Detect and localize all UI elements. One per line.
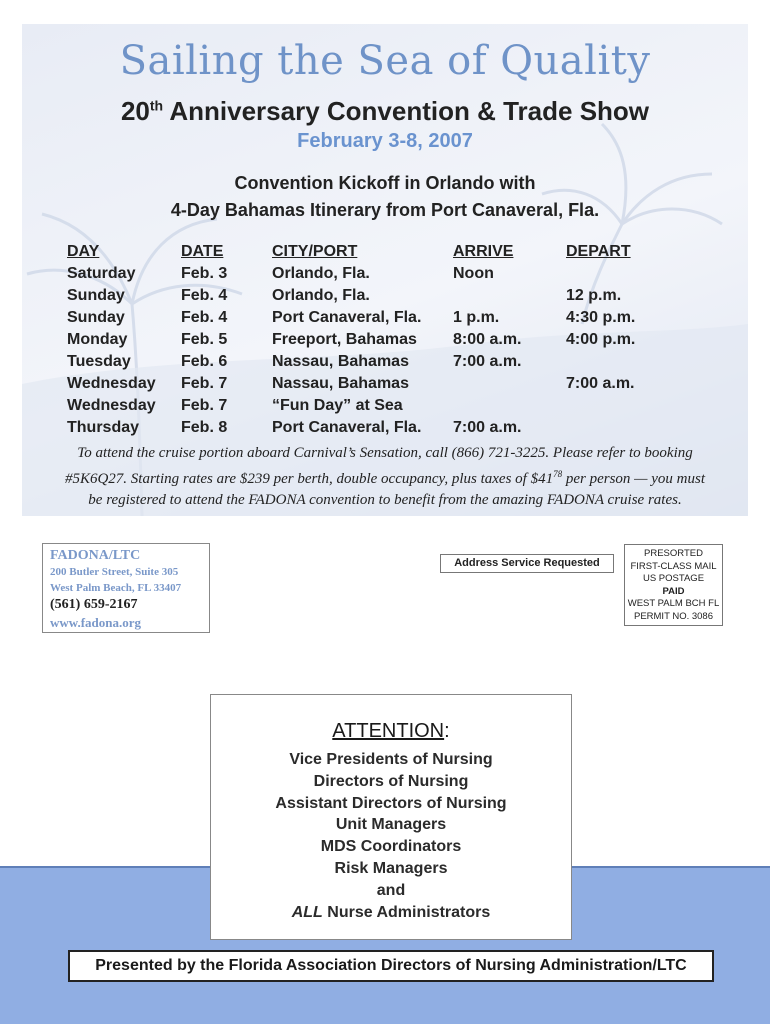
audience-item: Vice Presidents of Nursing bbox=[289, 751, 493, 768]
day-cell: Wednesday bbox=[67, 375, 156, 392]
city-port-cell: Nassau, Bahamas bbox=[272, 353, 409, 370]
postage-line-class: FIRST-CLASS MAIL bbox=[630, 560, 717, 572]
audience-item: MDS Coordinators bbox=[320, 838, 462, 856]
attention-heading: ATTENTION bbox=[332, 720, 445, 742]
audience-item: Assistant Directors of Nursing bbox=[275, 794, 507, 812]
city-port-cell: Port Canaveral, Fla. bbox=[272, 309, 422, 326]
column-header-date: DATE bbox=[181, 243, 224, 260]
return-city: West Palm Beach, FL 33407 bbox=[50, 582, 182, 594]
audience-item: Risk Managers bbox=[334, 859, 448, 877]
audience-item-last bbox=[211, 902, 571, 924]
cruise-note-line-2 bbox=[20, 464, 750, 490]
arrive-cell: Noon bbox=[453, 265, 494, 282]
postage-line-city: WEST PALM BCH FL bbox=[627, 598, 720, 609]
date-cell: Feb. 7 bbox=[181, 375, 228, 392]
kickoff-line-1: Convention Kickoff in Orlando with bbox=[234, 173, 536, 193]
arrive-cell: 7:00 a.m. bbox=[453, 353, 522, 370]
depart-cell: 4:00 p.m. bbox=[566, 331, 636, 348]
date-cell: Feb. 4 bbox=[181, 287, 228, 304]
return-website: www.fadona.org bbox=[50, 615, 142, 630]
city-port-cell: Port Canaveral, Fla. bbox=[272, 419, 422, 436]
cruise-note-line-1: To attend the cruise portion aboard Carnival’s Sensation, call (866) 721-3225. Please refer to booking bbox=[77, 445, 693, 461]
cruise-note-rate-text: #5K6Q27. Starting rates are $239 per berth, double occupancy, plus taxes of $41 bbox=[64, 471, 554, 487]
postage-line-permit: PERMIT NO. 3086 bbox=[633, 610, 714, 622]
postage-line-us-postage: US POSTAGE bbox=[642, 573, 705, 584]
city-port-cell: Orlando, Fla. bbox=[272, 287, 370, 304]
cruise-note-rate-tail: per person — you must bbox=[562, 471, 706, 487]
attention-colon: : bbox=[444, 720, 450, 742]
depart-cell: 4:30 p.m. bbox=[566, 309, 636, 326]
presented-by-banner: Presented by the Florida Association Directors of Nursing Administration/LTC bbox=[68, 950, 714, 982]
return-street: 200 Butler Street, Suite 305 bbox=[50, 566, 179, 578]
audience-emphasis: ALL bbox=[291, 903, 323, 921]
city-port-cell: Orlando, Fla. bbox=[272, 265, 370, 282]
event-script-title: Sailing the Sea of Quality bbox=[119, 38, 651, 84]
event-dates: February 3-8, 2007 bbox=[297, 130, 473, 152]
anniversary-number: 20 bbox=[120, 96, 150, 126]
audience-item: and bbox=[376, 881, 406, 899]
city-port-cell: Freeport, Bahamas bbox=[272, 331, 417, 348]
postage-line-paid: PAID bbox=[662, 585, 685, 597]
day-cell: Sunday bbox=[67, 287, 125, 304]
return-org-name: FADONA/LTC bbox=[50, 548, 141, 563]
arrive-cell: 8:00 a.m. bbox=[453, 331, 522, 348]
return-address-box bbox=[42, 543, 210, 633]
day-cell: Tuesday bbox=[67, 353, 131, 370]
attention-audience-list bbox=[211, 749, 571, 923]
audience-item: Directors of Nursing bbox=[313, 772, 469, 790]
kickoff-text bbox=[0, 170, 770, 224]
audience-item: Unit Managers bbox=[335, 816, 447, 834]
arrive-cell: 7:00 a.m. bbox=[453, 419, 522, 436]
day-cell: Monday bbox=[67, 331, 128, 348]
event-main-title-rest: Anniversary Convention & Trade Show bbox=[163, 96, 650, 126]
postage-line-presorted: PRESORTED bbox=[644, 548, 703, 559]
day-cell: Thursday bbox=[67, 419, 140, 436]
column-header-arrive: ARRIVE bbox=[453, 243, 514, 260]
return-phone: (561) 659-2167 bbox=[50, 597, 138, 612]
date-cell: Feb. 7 bbox=[181, 397, 228, 414]
date-cell: Feb. 6 bbox=[181, 353, 228, 370]
date-cell: Feb. 4 bbox=[181, 309, 228, 326]
attention-title bbox=[211, 719, 571, 743]
day-cell: Wednesday bbox=[67, 397, 156, 414]
attention-box bbox=[210, 694, 572, 940]
city-port-cell: Nassau, Bahamas bbox=[272, 375, 409, 392]
date-cell: Feb. 5 bbox=[181, 331, 228, 348]
address-service-label: Address Service Requested bbox=[440, 554, 614, 573]
cruise-note-line-3: be registered to attend the FADONA convention to benefit from the amazing FADONA cruise rates. bbox=[88, 492, 682, 508]
depart-cell: 12 p.m. bbox=[566, 287, 622, 304]
anniversary-ordinal-suffix: th bbox=[149, 97, 164, 114]
date-cell: Feb. 3 bbox=[181, 265, 228, 282]
column-header-day: DAY bbox=[67, 243, 100, 260]
column-header-depart: DEPART bbox=[566, 243, 631, 260]
arrive-cell: 1 p.m. bbox=[453, 309, 500, 326]
cruise-booking-note bbox=[20, 443, 750, 511]
day-cell: Saturday bbox=[67, 265, 136, 282]
kickoff-line-2: 4-Day Bahamas Itinerary from Port Canaveral, Fla. bbox=[170, 200, 600, 220]
depart-cell: 7:00 a.m. bbox=[566, 375, 635, 392]
day-cell: Sunday bbox=[67, 309, 125, 326]
cruise-note-cents: 78 bbox=[553, 469, 563, 479]
event-main-title bbox=[0, 96, 770, 127]
city-port-cell: “Fun Day” at Sea bbox=[272, 397, 403, 414]
date-cell: Feb. 8 bbox=[181, 419, 228, 436]
audience-last-text: Nurse Administrators bbox=[322, 903, 491, 921]
column-header-city-port: CITY/PORT bbox=[272, 243, 358, 260]
postage-indicia bbox=[624, 544, 723, 626]
